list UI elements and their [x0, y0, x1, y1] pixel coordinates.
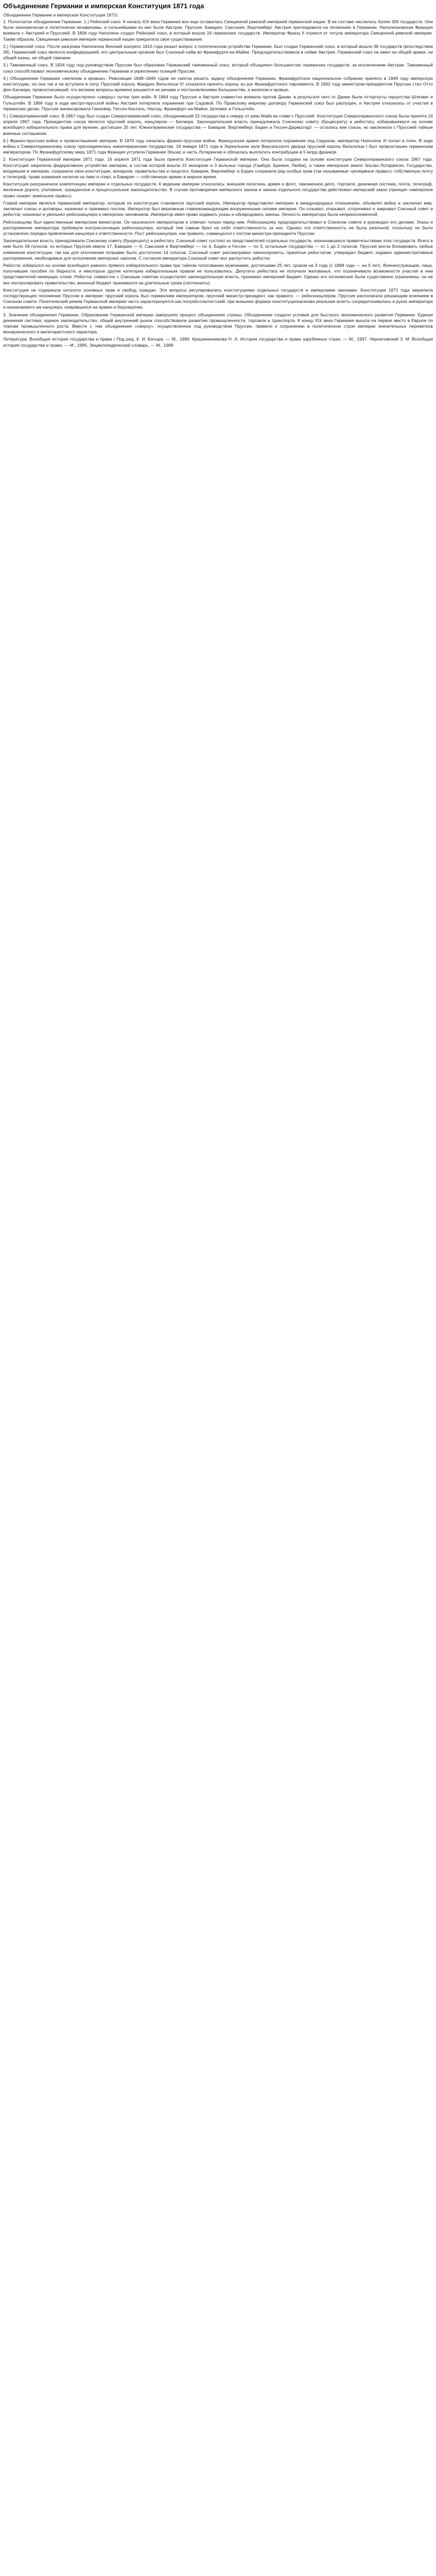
- paragraph: Литература: Всеобщая история государства и права / Под ред. К. И. Батыра. — М., 1996. Крашенинникова Н. А. История государства и права зарубежных стран. — М., 1997. Черниловский З. М. Всеобщая история государства и права. — М., 1995. Энциклопедический словарь. — М., 1989.: [3, 336, 433, 348]
- paragraph: 3. Значение объединения Германии. Образование Германской империи завершило процесс объединения страны. Объединение создало условия для быстрого экономического развития Германии. Единая денежная система, единое законодательство, общий внутренний рынок способствовали развитию промышленности, торговли и транспорта. К концу XIX века Германия вышла на первое место в Европе по темпам промышленного роста. Вместе с тем объединение «сверху», осуществленное под руководством Пруссии, привело к сохранению в политическом строе империи значительных пережитков монархического и милитаристского характера.: [3, 312, 433, 335]
- paragraph: 4.) Объединение Германии «железом и кровью». Революция 1848–1849 годов не смогла решить задачу объединения Германии. Франкфуртское национальное собрание приняло в 1849 году имперскую конституцию, но она так и не вступила в силу. Прусский король Фридрих Вильгельм IV отказался принять корону из рук Франкфуртского парламента. В 1862 году министром-президентом Пруссии стал Отто фон Бисмарк, провозгласивший, что великие вопросы времени решаются не речами и постановлениями большинства, а железом и кровью.: [3, 75, 433, 93]
- page-title: Объединение Германии и имперская Конституция 1871 года: [3, 2, 204, 10]
- document-subtitle: Объединение Германии и имперская Конституция 1871г.: [3, 12, 119, 18]
- paragraph: Конституция не содержала каталога основных прав и свобод граждан. Эти вопросы регулировались конституциями отдельных государств и имперскими законами. Конституция 1871 года закрепила господствующее положение Пруссии в империи: прусский король был германским императором, прусский министр-президент, как правило, — рейхсканцлером, Пруссия располагала решающим влиянием в Союзном совете. Политический режим Германской империи часто характеризуется как полуабсолютистский: при внешних формах конституционализма реальная власть сосредоточивалась в руках императора и назначаемого им канцлера, опиравшихся на армию и бюрократию.: [3, 287, 433, 310]
- paragraph: 2.) Германский союз. После разгрома Наполеона Венский конгресс 1815 года решил вопрос о политическом устройстве Германии. Был создан Германский союз, в который вошли 38 государств (впоследствии 39). Германский союз являлся конфедерацией, его центральным органом был Союзный сейм во Франкфурте-на-Майне. Председательствовала в сейме Австрия. Германский союз не имел ни общей армии, ни общей казны, ни общей таможни.: [3, 43, 433, 61]
- document-page: [0, 0, 436, 354]
- paragraph: 6.) Франко-прусская война и провозглашение империи. В 1870 году началась франко-прусская война. Французская армия потерпела поражение под Седаном, император Наполеон III попал в плен. В ходе войны к Северогерманскому союзу присоединились южногерманские государства. 18 января 1871 года в Зеркальном зале Версальского дворца прусский король Вильгельм I был провозглашен германским императором. По Франкфуртскому миру 1871 года Франция уступила Германии Эльзас и часть Лотарингии и обязалась выплатить контрибуцию в 5 млрд франков.: [3, 138, 433, 155]
- paragraph: Конституция разграничила компетенцию империи и отдельных государств. К ведению империи относились: внешняя политика, армия и флот, таможенное дело, торговля, денежная система, почта, телеграф, железные дороги, уголовное, гражданское и процессуальное законодательство. В случае противоречия имперского закона и закона отдельного государства действовал имперский закон (принцип «имперское право ломает земельное право»).: [3, 181, 433, 198]
- paragraph: Рейхсканцлер был единственным имперским министром. Он назначался императором и отвечал только перед ним. Рейхсканцлер председательствовал в Союзном совете и руководил его делами. Указы и распоряжения императора требовали контрассигнации рейхсканцлера, который тем самым брал на себя ответственность за них. Однако эта ответственность не была реальной, поскольку не было установлено порядка привлечения канцлера к ответственности. Пост рейхсканцлера, как правило, совмещался с постом министра-президента Пруссии.: [3, 219, 433, 236]
- paragraph: Главой империи являлся германский император, которым по конституции становился прусский король. Император представлял империю в международных отношениях, объявлял войну и заключал мир, заключал союзы и договоры, назначал и принимал послов. Император был верховным главнокомандующим вооруженными силами империи. Он созывал, открывал, отсрочивал и закрывал Союзный совет и рейхстаг, назначал и увольнял рейхсканцлера и имперских чиновников. Император имел право издавать указы и обнародовать законы. Личность императора была неприкосновенной.: [3, 200, 433, 217]
- document-body: [3, 19, 433, 348]
- paragraph: 2. Конституция Германской империи 1871 года. 16 апреля 1871 года была принята Конституция Германской империи. Она была создана на основе конституции Северогерманского союза 1867 года. Конституция закрепила федеративное устройство империи, в состав которой вошли 22 монархии и 3 вольных города (Гамбург, Бремен, Любек), а также имперская земля Эльзас-Лотарингия. Государства, входившие в империю, сохранили свои конституции, монархов, правительства и ландтаги. Бавария, Вюртемберг и Баден сохранили ряд особых прав (так называемые «резервные права»): собственную почту и телеграф, право взимания налогов на пиво и спирт, а Бавария — собственную армию в мирное время.: [3, 157, 433, 180]
- paragraph: Рейхстаг избирался на основе всеобщего равного прямого избирательного права при тайном голосовании мужчинами, достигшими 25 лет, сроком на 3 года (с 1888 года — на 5 лет). Военнослужащие, лица, получавшие пособия по бедности, и некоторые другие категории избирательным правом не пользовались. Депутаты рейхстага не получали жалованья, что ограничивало возможности участия в нем представителей неимущих слоев. Рейхстаг совместно с Союзным советом осуществлял законодательную власть, принимал имперский бюджет. Однако его полномочия были существенно ограничены: он не мог контролировать правительство, военный бюджет принимался на длительные сроки (септеннаты).: [3, 262, 433, 285]
- paragraph: 3.) Таможенный союз. В 1834 году под руководством Пруссии был образован Германский таможенный союз, который объединил большинство германских государств, за исключением Австрии. Таможенный союз способствовал экономическому объединению Германии и укреплению позиций Пруссии.: [3, 62, 433, 74]
- paragraph: Законодательная власть принадлежала Союзному совету (бундесрату) и рейхстагу. Союзный совет состоял из представителей отдельных государств, назначавшихся правительствами этих государств. Всего в нем было 58 голосов, из которых Пруссия имела 17, Бавария — 6, Саксония и Вюртемберг — по 4, Баден и Гессен — по 3, остальные государства — от 1 до 2 голосов. Пруссия могла блокировать любые изменения конституции, так как для отклонения поправки было достаточно 14 голосов. Союзный совет рассматривал законопроекты, принятые рейхстагом, утверждал бюджет, издавал административные распоряжения, необходимые для исполнения имперских законов. С согласия императора Союзный совет мог распустить рейхстаг.: [3, 238, 433, 261]
- paragraph: Объединение Германии было осуществлено «сверху» путем трех войн. В 1864 году Пруссия и Австрия совместно воевали против Дании, в результате чего от Дании были отторгнуты герцогства Шлезвиг и Гольштейн. В 1866 году в ходе австро-прусской войны Австрия потерпела поражение при Садовой. По Пражскому мирному договору Германский союз был распущен, и Австрия отказалась от участия в германских делах. Пруссия аннексировала Ганновер, Гессен-Кассель, Нассау, Франкфурт-на-Майне, Шлезвиг и Гольштейн.: [3, 94, 433, 111]
- paragraph: 5.) Северогерманский союз. В 1867 году был создан Северогерманский союз, объединивший 22 государства к северу от реки Майн во главе с Пруссией. Конституция Северогерманского союза была принята 16 апреля 1867 года. Президентом союза являлся прусский король, канцлером — Бисмарк. Законодательная власть принадлежала Союзному совету (бундесрату) и рейхстагу, избиравшемуся на основе всеобщего избирательного права для мужчин, достигших 25 лет. Южногерманские государства — Бавария, Вюртемберг, Баден и Гессен-Дармштадт — остались вне союза, но заключили с Пруссией тайные военные соглашения.: [3, 113, 433, 136]
- paragraph: 1. Полосчатое объединение Германии. 1.) Рейнский союз. К началу XIX века Германия все еще оставалась Священной римской империей германской нации. В ее составе числилось более 300 государств. Они были экономически и политически независимы, и сильнейшими из них были Австрия, Пруссия, Бавария, Саксония, Вюртемберг. Австрия претендовала на гегемонию в Германии. Наполеоновская Франция воевала с Австрией и Пруссией. В 1806 году Наполеон создал Рейнский союз, в который вошли 16 германских государств. Император Франц II отрекся от титула императора Священной римской империи. Таким образом, Священная римская империя германской нации прекратила свое существование.: [3, 19, 433, 42]
